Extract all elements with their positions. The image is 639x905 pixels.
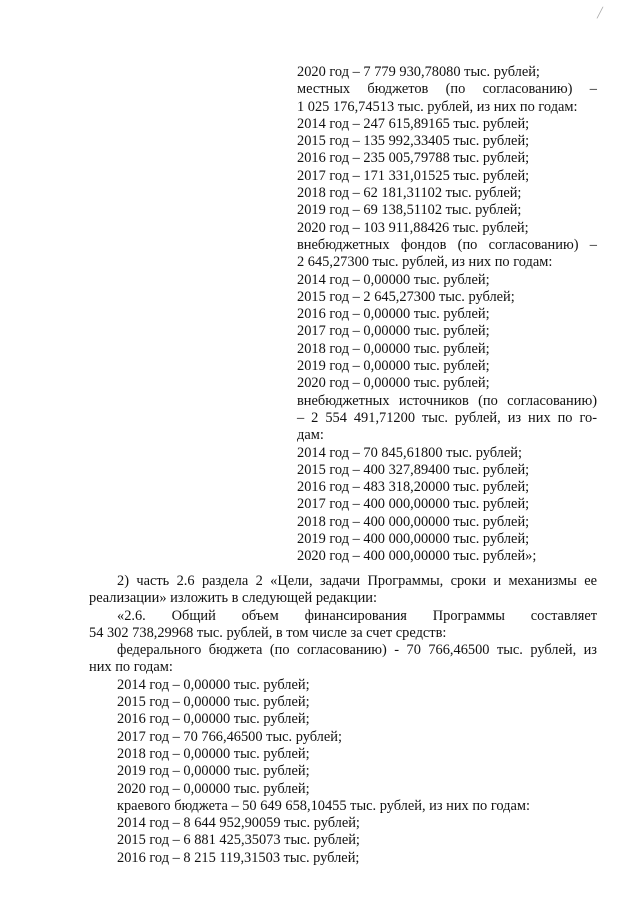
text-line: 2017 год – 400 000,00000 тыс. рублей; [297, 496, 530, 513]
text-line: 1 025 176,74513 тыс. рублей, из них по годам: [297, 98, 578, 115]
text-line: 2020 год – 103 911,88426 тыс. рублей; [297, 219, 529, 236]
year-line: 2015 год – 6 881 425,35073 тыс. рублей; [117, 832, 360, 849]
text-line: 2014 год – 0,00000 тыс. рублей; [297, 271, 490, 288]
text-line: 2018 год – 0,00000 тыс. рублей; [297, 340, 490, 357]
text-line: 2019 год – 69 138,51102 тыс. рублей; [297, 202, 522, 219]
year-line: 2019 год – 0,00000 тыс. рублей; [117, 763, 310, 780]
text-line: 2015 год – 400 327,89400 тыс. рублей; [297, 461, 530, 478]
text-line: внебюджетных фондов (по согласованию) – [297, 236, 597, 253]
year-line: 2018 год – 0,00000 тыс. рублей; [117, 745, 310, 762]
year-line: 2017 год – 70 766,46500 тыс. рублей; [117, 728, 342, 745]
year-line: 2014 год – 8 644 952,90059 тыс. рублей; [117, 815, 360, 832]
paragraph-line: «2.6. Общий объем финансирования Программы составляет [117, 607, 597, 624]
paragraph-line: 2) часть 2.6 раздела 2 «Цели, задачи Программы, сроки и механизмы ее [117, 573, 597, 589]
funding-right-column [297, 64, 597, 566]
text-line: – 2 554 491,71200 тыс. рублей, из них по го- [297, 409, 597, 426]
text-line: 2020 год – 7 779 930,78080 тыс. рублей; [297, 64, 540, 80]
paragraph-line: федерального бюджета (по согласованию) - 70 766,46500 тыс. рублей, из [117, 642, 597, 659]
text-line: 2015 год – 2 645,27300 тыс. рублей; [297, 288, 515, 305]
year-line: 2020 год – 0,00000 тыс. рублей; [117, 780, 310, 797]
text-line: местных бюджетов (по согласованию) – [297, 81, 597, 98]
year-line: 2014 год – 0,00000 тыс. рублей; [117, 676, 310, 693]
main-text-block [89, 573, 597, 867]
text-line: 2015 год – 135 992,33405 тыс. рублей; [297, 133, 530, 150]
text-line: 2016 год – 235 005,79788 тыс. рублей; [297, 150, 530, 167]
text-line: 2014 год – 70 845,61800 тыс. рублей; [297, 444, 522, 461]
text-line: дам: [297, 427, 324, 444]
paragraph-line: краевого бюджета – 50 649 658,10455 тыс. рублей, из них по годам: [117, 797, 530, 814]
text-line: 2019 год – 0,00000 тыс. рублей; [297, 358, 490, 375]
paragraph-line: реализации» изложить в следующей редакции: [89, 590, 378, 607]
text-line: 2019 год – 400 000,00000 тыс. рублей; [297, 531, 530, 548]
text-line: 2020 год – 400 000,00000 тыс. рублей»; [297, 548, 537, 565]
text-line: 2018 год – 62 181,31102 тыс. рублей; [297, 185, 522, 202]
year-line: 2015 год – 0,00000 тыс. рублей; [117, 694, 310, 711]
text-line: 2020 год – 0,00000 тыс. рублей; [297, 375, 490, 392]
year-line: 2016 год – 0,00000 тыс. рублей; [117, 711, 310, 728]
text-line: 2 645,27300 тыс. рублей, из них по годам: [297, 254, 553, 271]
text-line: 2016 год – 0,00000 тыс. рублей; [297, 306, 490, 323]
paragraph-line: них по годам: [89, 659, 173, 676]
scan-mark: ╱ [597, 8, 604, 19]
text-line: 2016 год – 483 318,20000 тыс. рублей; [297, 479, 530, 496]
paragraph-line: 54 302 738,29968 тыс. рублей, в том числе за счет средств: [89, 624, 447, 641]
year-line: 2016 год – 8 215 119,31503 тыс. рублей; [117, 849, 360, 866]
text-line: 2014 год – 247 615,89165 тыс. рублей; [297, 115, 530, 132]
text-line: 2018 год – 400 000,00000 тыс. рублей; [297, 513, 530, 530]
text-line: 2017 год – 171 331,01525 тыс. рублей; [297, 167, 530, 184]
text-line: внебюджетных источников (по согласованию) [297, 392, 597, 409]
text-line: 2017 год – 0,00000 тыс. рублей; [297, 323, 490, 340]
